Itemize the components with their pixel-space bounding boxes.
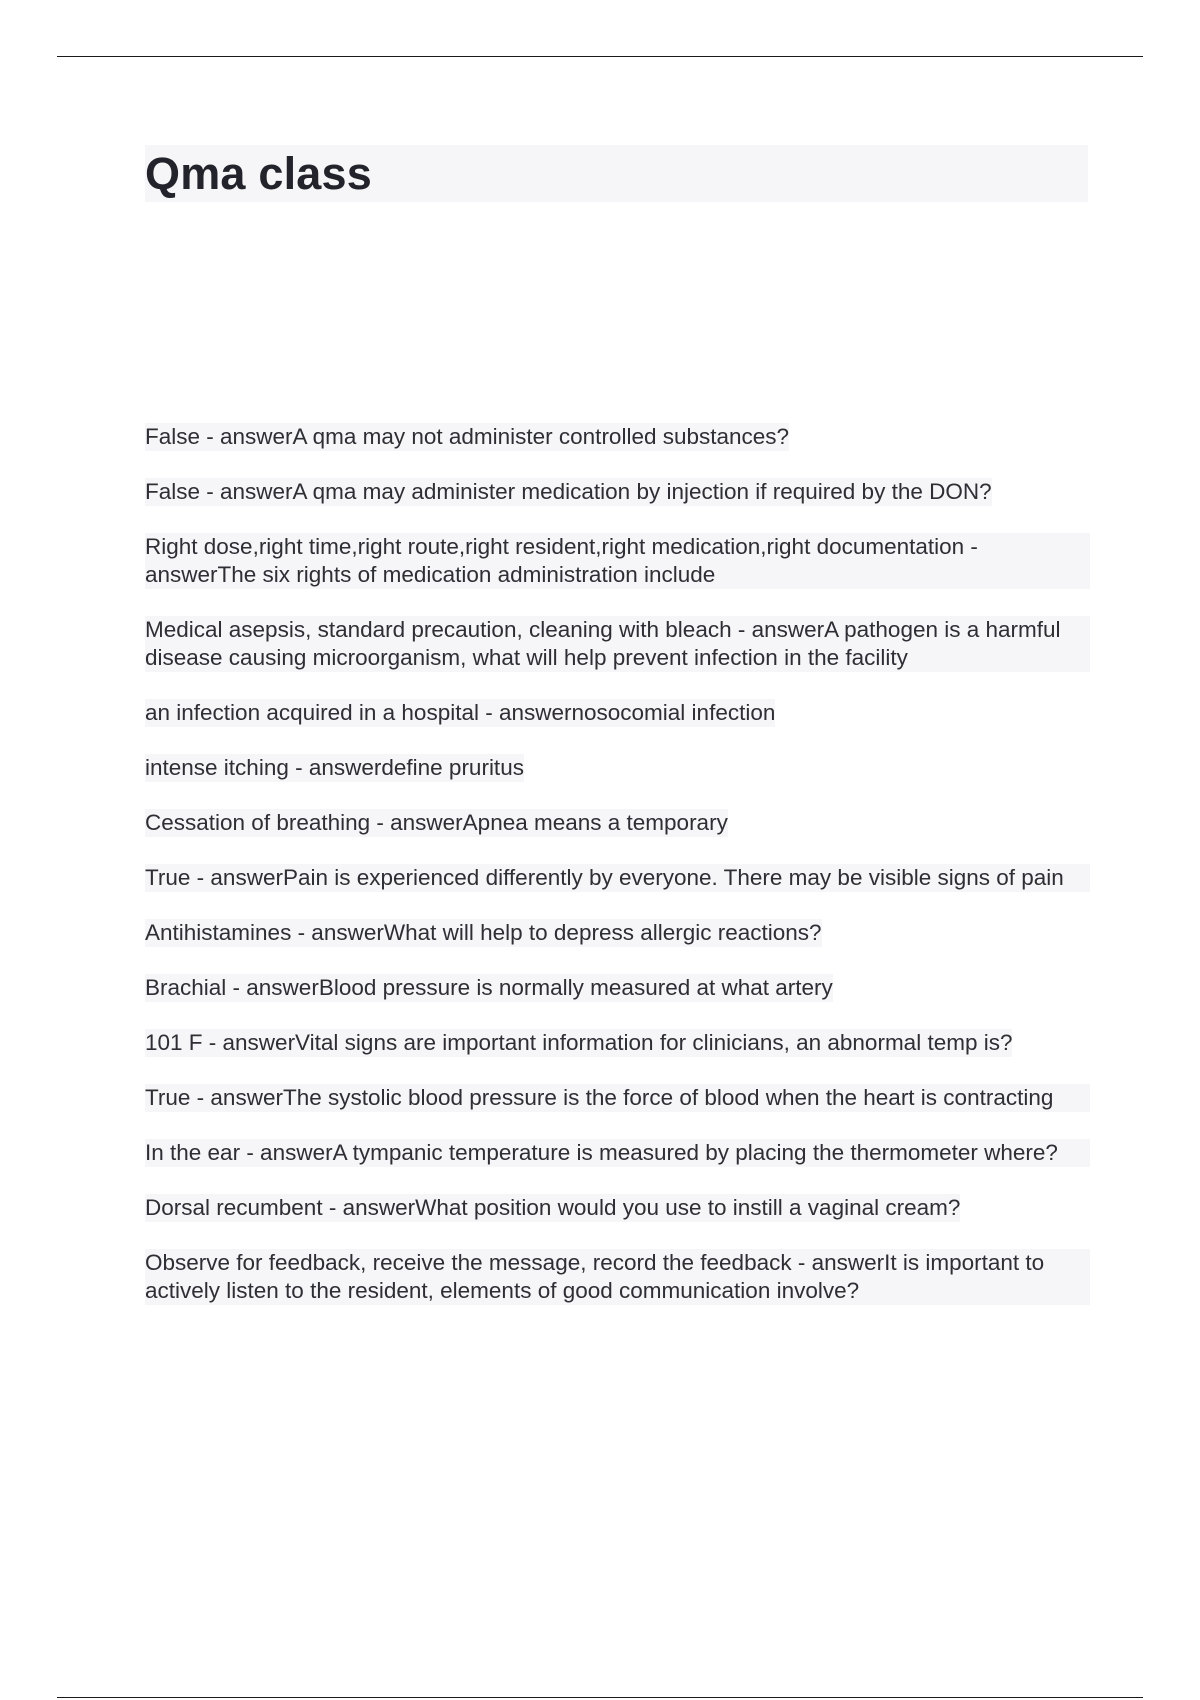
qa-item: True - answerThe systolic blood pressure is the force of blood when the heart is contracting (145, 1084, 1090, 1112)
qa-item: an infection acquired in a hospital - answernosocomial infection (145, 700, 776, 725)
qa-item: False - answerA qma may not administer controlled substances? (145, 424, 790, 449)
qa-item: Right dose,right time,right route,right resident,right medication,right documentation - answerThe six rights of medication administration include (145, 533, 1090, 589)
qa-item: Dorsal recumbent - answerWhat position would you use to instill a vaginal cream? (145, 1195, 961, 1220)
qa-item: 101 F - answerVital signs are important information for clinicians, an abnormal temp is? (145, 1030, 1013, 1055)
qa-item: Observe for feedback, receive the message, record the feedback - answerIt is important to actively listen to the resident, elements of good communication involve? (145, 1249, 1090, 1305)
qa-item: intense itching - answerdefine pruritus (145, 755, 524, 780)
qa-item: False - answerA qma may administer medication by injection if required by the DON? (145, 479, 992, 504)
qa-item: Antihistamines - answerWhat will help to depress allergic reactions? (145, 920, 822, 945)
bottom-divider (57, 1697, 1143, 1698)
qa-item: In the ear - answerA tympanic temperature is measured by placing the thermometer where? (145, 1139, 1090, 1167)
qa-item: Medical asepsis, standard precaution, cleaning with bleach - answerA pathogen is a harmful disease causing microorganism, what will help prevent infection in the facility (145, 616, 1090, 672)
qa-item: Brachial - answerBlood pressure is normally measured at what artery (145, 975, 833, 1000)
document-title: Qma class (145, 145, 1088, 202)
qa-item: Cessation of breathing - answerApnea means a temporary (145, 810, 728, 835)
top-divider (57, 56, 1143, 57)
qa-item: True - answerPain is experienced differently by everyone. There may be visible signs of pain (145, 864, 1090, 892)
qa-list (145, 423, 1090, 1332)
